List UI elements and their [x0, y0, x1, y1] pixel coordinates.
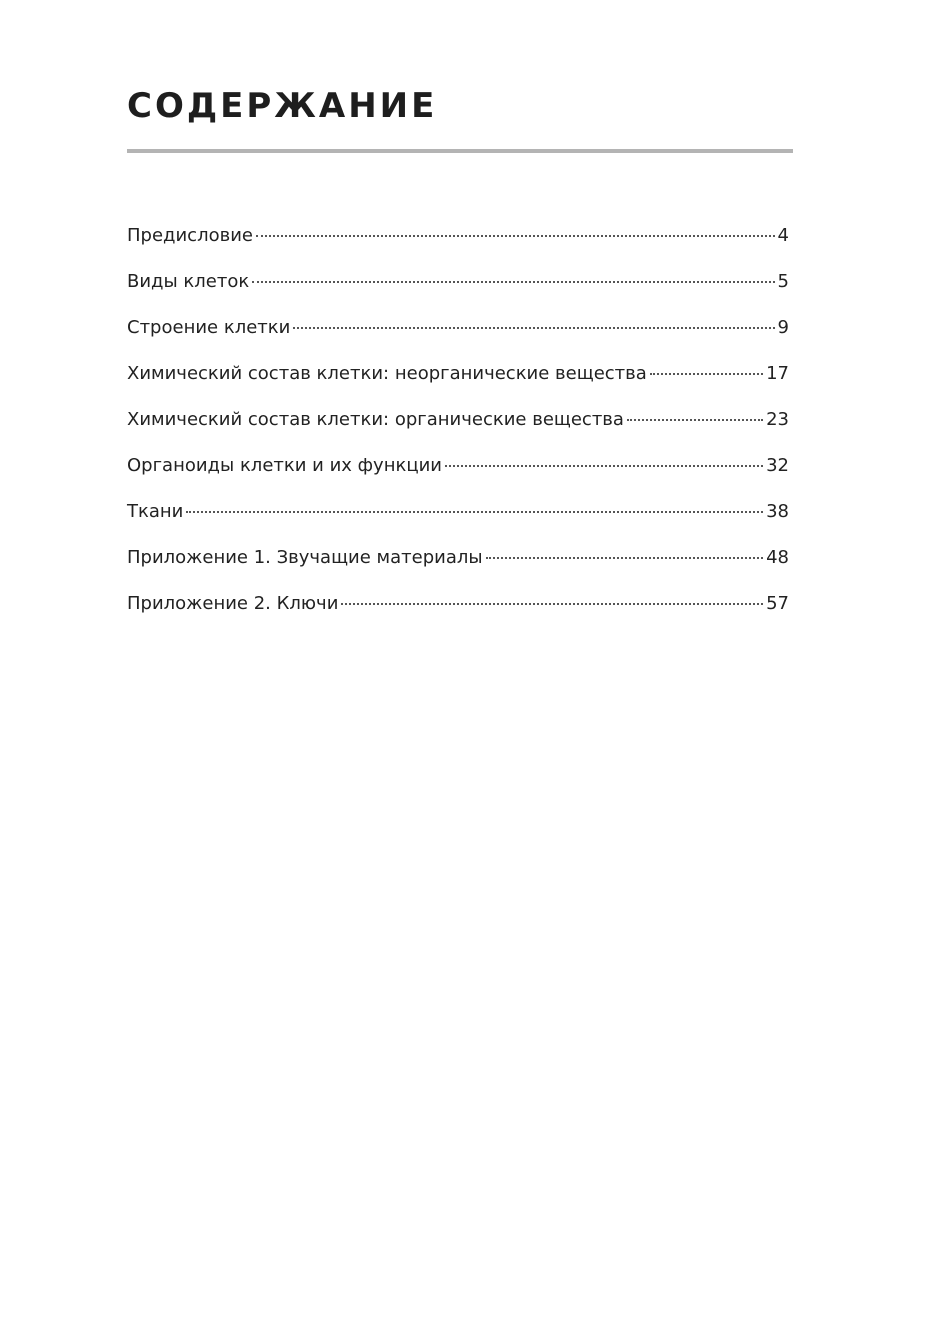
toc-entry-page: 57 — [766, 593, 789, 614]
toc-entry-label: Органоиды клетки и их функции — [127, 455, 442, 476]
toc-entry[interactable] — [127, 311, 789, 357]
toc-entry-label: Виды клеток — [127, 271, 250, 292]
toc-entry[interactable] — [127, 495, 789, 541]
toc-entry[interactable] — [127, 219, 789, 265]
toc-entry-page: 4 — [777, 225, 789, 246]
toc-entry-label: Строение клетки — [127, 317, 291, 338]
toc-entry-label: Приложение 2. Ключи — [127, 593, 339, 614]
toc-entry-page: 38 — [766, 501, 789, 522]
toc-entry-label: Предисловие — [127, 225, 253, 246]
dot-leader — [252, 281, 774, 283]
toc-entry[interactable] — [127, 449, 789, 495]
toc-entry-page: 32 — [766, 455, 789, 476]
dot-leader — [186, 511, 763, 513]
dot-leader — [256, 235, 775, 237]
toc-entry[interactable] — [127, 265, 789, 311]
dot-leader — [341, 603, 763, 605]
dot-leader — [486, 557, 764, 559]
toc-entry-page: 48 — [766, 547, 789, 568]
toc-entry-label: Химический состав клетки: неорганические вещества — [127, 363, 647, 384]
dot-leader — [650, 373, 763, 375]
page-title: СОДЕРЖАНИЕ — [127, 86, 438, 126]
toc-entry-label: Ткани — [127, 501, 184, 522]
toc-entry-page: 5 — [777, 271, 789, 292]
dot-leader — [445, 465, 763, 467]
toc-entry[interactable] — [127, 357, 789, 403]
dot-leader — [293, 327, 774, 329]
title-divider — [127, 149, 793, 153]
toc-entry[interactable] — [127, 541, 789, 587]
toc-entry-label: Приложение 1. Звучащие материалы — [127, 547, 483, 568]
toc-entry-label: Химический состав клетки: органические вещества — [127, 409, 624, 430]
toc-entry[interactable] — [127, 403, 789, 449]
toc-entry[interactable] — [127, 587, 789, 633]
toc-entry-page: 9 — [777, 317, 789, 338]
toc-entry-page: 23 — [766, 409, 789, 430]
toc-entry-page: 17 — [766, 363, 789, 384]
table-of-contents — [127, 219, 789, 633]
dot-leader — [627, 419, 763, 421]
